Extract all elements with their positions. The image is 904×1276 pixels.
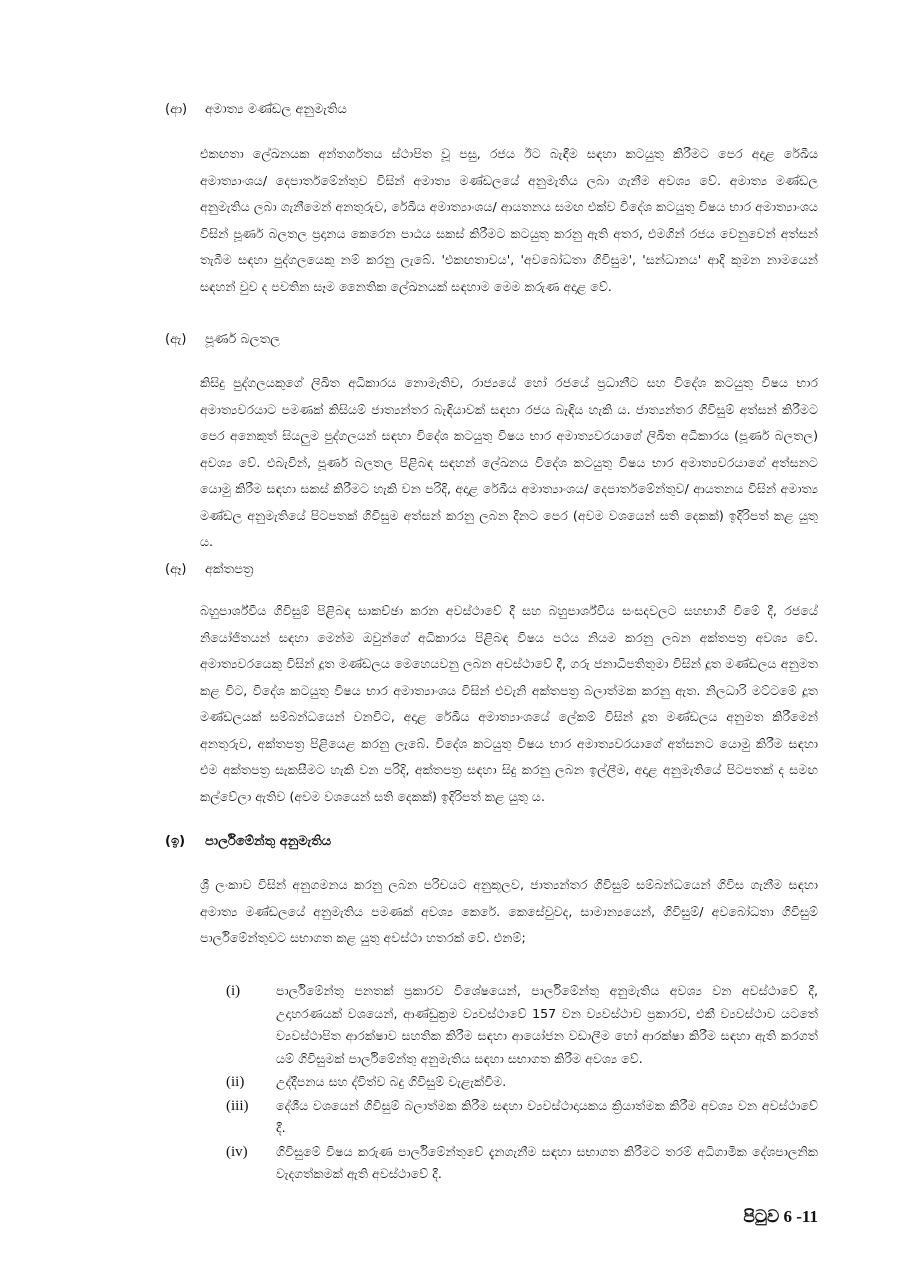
section-heading-b xyxy=(165,330,280,350)
section-title: අක්තපත්‍ර xyxy=(205,562,254,577)
section-body-d: ශ්‍රී ලංකාව විසින් අනුගමනය කරනු ලබන පරිචයට අනුකූලව, ජාත්‍යන්තර ගිවිසුම් සම්බන්ධයෙන් ගිවිස ගැනීම සඳහා අමාත්‍ය මණ්ඩලයේ අනුමැතිය පමණක් අවශ්‍ය කෙරේ. කෙසේවුවද, සාමාන්‍යයෙන්, ගිවිසුම්/ අවබෝධතා ගිවිසුම් පාර්ලිමේන්තුවට සභාගත කළ යුතු අවස්ථා හතරක් වේ. එනම්; xyxy=(200,877,818,945)
list-item-number: (i) xyxy=(226,983,241,999)
section-marker: (ඉ) xyxy=(165,834,186,849)
list-item-number: (iii) xyxy=(226,1097,249,1114)
section-body-a: එකඟතා ලේඛනයක අන්තර්ගතය ස්ථාපිත වූ පසු, රජය ඊට බැඳීම සඳහා කටයුතු කිරීමට පෙර අදාළ රේඛීය අමාත්‍යාංශය/ දෙපාර්තමේන්තුව විසින් අමාත්‍ය මණ්ඩලයේ අනුමැතිය ලබා ගැනීම අවශ්‍ය වේ. අමාත්‍ය මණ්ඩල අනුමැතිය ලබා ගැනීමෙන් අනතුරුව, රේඛීය අමාත්‍යාංශය/ ආයතනය සමඟ එක්ව විදේශ කටයුතු විෂය භාර අමාත්‍යාංශය විසින් පූර්ණ බලතල ප්‍රදානය කෙරෙන පාඨය සකස් කිරීමට කටයුතු කරනු ඇති අතර, එමගින් රජය වෙනුවෙන් අත්සන් තැබීම සඳහා පුද්ගලයෙකු නම් කරනු ලැබේ. 'එකඟතාවය', 'අවබෝධතා ගිවිසුම', 'සන්ධානය' ආදි කුමන නාමයෙන් සඳහන් වුව ද පවතින සෑම නෛතික ලේඛනයක් සඳහාම මෙම කරුණ අදාළ වේ. xyxy=(200,146,818,294)
list-item-text: ගිවිසුමේ විෂය කරුණ පාර්ලිමේන්තුවේ දැනගැනීම සඳහා සභාගත කිරීමට තරම් අධිගාමික දේශපාලනික වැදගත්කමක් ඇති අවස්ථාවේ දී. xyxy=(276,1143,818,1181)
list-item xyxy=(226,1141,818,1186)
section-title: පාර්ලිමේන්තු අනුමැතිය xyxy=(205,834,332,849)
section-heading-a xyxy=(165,100,347,120)
section-title: අමාත්‍ය මණ්ඩල අනුමැතිය xyxy=(205,102,347,117)
section-title: පූර්ණ බලතල xyxy=(205,332,281,347)
list-item-text: උද්දීපනය සහ ද්විත්ව බදු ගිවිසුම් වැළැක්වීම. xyxy=(276,1074,507,1089)
conditions-list xyxy=(226,980,818,1187)
list-item-number: (ii) xyxy=(226,1074,245,1090)
list-item-number: (iv) xyxy=(226,1143,248,1160)
section-heading-d xyxy=(165,832,331,852)
list-item xyxy=(226,1095,818,1140)
section-heading-c xyxy=(165,560,253,580)
list-item xyxy=(226,1071,818,1094)
list-item-text: දේශීය වශයෙන් ගිවිසුම් බලාත්මක කිරීම සඳහා ව්‍යවස්ථාදායකය ක්‍රියාත්මක කිරීම අවශ්‍ය වන අවස්ථාවේ දී. xyxy=(276,1097,818,1135)
page-number: පිටුව 6 -11 xyxy=(743,1207,818,1226)
section-marker: (ඈ) xyxy=(165,562,187,577)
section-body-b: කිසිදු පුද්ගලයකුගේ ලිඛිත අධිකාරය නොමැතිව, රාජ්‍යයේ හෝ රජයේ ප්‍රධානීට සහ විදේශ කටයුතු විෂය භාර අමාත්‍යවරයාට පමණක් කිසියම් ජාත්‍යන්තර බැඳියාවක් සඳහා රජය බැඳිය හැකි ය. ජාත්‍යන්තර ගිවිසුම් අත්සන් කිරීමට පෙර අනෙකුත් සියලුම පුද්ගලයන් සඳහා විදේශ කටයුතු විෂය භාර අමාත්‍යවරයාගේ ලිඛිත අධිකාරය (පූර්ණ බලතල) අවශ්‍ය වේ. එබැවින්, පූර්ණ බලතල පිළිබඳ සඳහන් ලේඛනය විදේශ කටයුතු විෂය භාර අමාත්‍යවරයාගේ අත්සනට යොමු කිරීම සඳහා සකස් කිරීමට හැකි වන පරිදි, අදාළ රේඛීය අමාත්‍යාංශය/ දෙපාර්තමේන්තුව/ ආයතනය විසින් අමාත්‍ය මණ්ඩල අනුමැතියේ පිටපතක් ගිවිසුම අත්සන් කරනු ලබන දිනට පෙර (අවම වශයෙන් සති දෙකක්) ඉදිරිපත් කළ යුතු ය. xyxy=(200,375,818,549)
list-item-text: පාර්ලිමේන්තු පනතක් ප්‍රකාරව විශේෂයෙන්, පාර්ලිමේන්තු අනුමැතිය අවශ්‍ය වන අවස්ථාවේ දී, උදාහරණයක් වශයෙන්, ආණ්ඩුක්‍රම ව්‍යවස්ථාවේ 157 වන ව්‍යවස්ථාව ප්‍රකාරව, එකී ව්‍යවස්ථාව යටතේ ව්‍යවස්ථාපිත ආරක්ෂාව සහතික කිරීම සඳහා ආයෝජන වඩාලීම හෝ ආරක්ෂා කිරීම සඳහා ඇති කරගත් යම් ගිවිසුමක් පාර්ලිමේන්තු අනුමැතිය සඳහා සභාගත කිරීම අවශ්‍ය වේ. xyxy=(276,983,818,1066)
section-marker: (ඇ) xyxy=(165,332,187,347)
section-marker: (ආ) xyxy=(165,102,188,117)
section-body-c: බහුපාර්ශ්වීය ගිවිසුම් පිළිබඳ සාකච්ඡා කරන අවස්ථාවේ දී සහ බහුපාර්ශ්වීය සංසදවලට සහභාගි වීමේ දී, රජයේ නියෝජිතයන් සඳහා මෙන්ම ඔවුන්ගේ අධිකාරය පිළිබඳ විෂය පථය නියම කරනු ලබන අක්තපත්‍ර අවශ්‍ය වේ. අමාත්‍යවරයෙකු විසින් දූත මණ්ඩලය මෙහෙයවනු ලබන අවස්ථාවේ දී, ගරු ජනාධිපතිතුමා විසින් දූත මණ්ඩලය අනුමත කළ විට, විදේශ කටයුතු විෂය භාර අමාත්‍යාංශය විසින් එවැනි අක්තපත්‍ර බලාත්මක කරනු ඇත. නිලධාරි මට්ටමේ දූත මණ්ඩලයක් සම්බන්ධයෙන් වනවිට, අදාළ රේඛීය අමාත්‍යාංශයේ ලේකම් විසින් දූත මණ්ඩලය අනුමත කිරීමෙන් අනතුරුව, අක්තපත්‍ර පිළියෙළ කරනු ලැබේ. විදේශ කටයුතු විෂය භාර අමාත්‍යවරයාගේ අත්සනට යොමු කිරීම සඳහා එම අක්තපත්‍ර සැකසීමට හැකි වන පරිදි, අක්තපත්‍ර සඳහා සිදු කරනු ලබන ඉල්ලීම, අදාළ අනුමැතියේ පිටපතක් ද සමඟ කල්වේලා ඇතිව (අවම වශයෙන් සති දෙකක්) ඉදිරිපත් කළ යුතු ය. xyxy=(200,603,818,804)
list-item xyxy=(226,980,818,1070)
